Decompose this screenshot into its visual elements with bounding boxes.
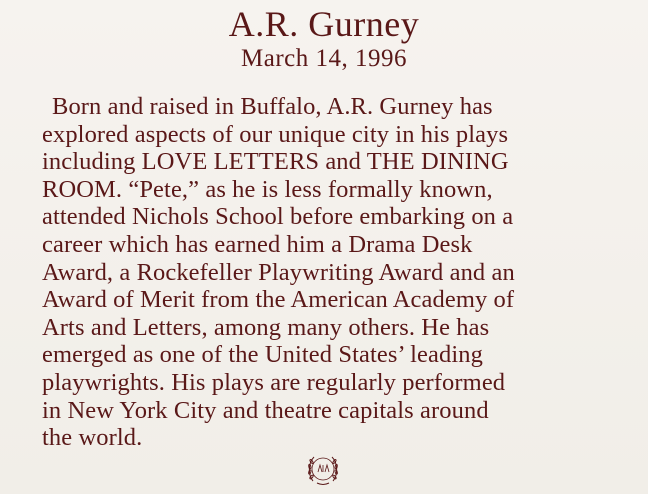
body-line: Born and raised in Buffalo, A.R. Gurney has <box>52 93 493 120</box>
body-line: emerged as one of the United States’ leading <box>42 341 483 369</box>
body-line: in New York City and theatre capitals around <box>42 396 489 424</box>
body-line: career which has earned him a Drama Desk <box>42 230 473 258</box>
body-line: attended Nichols School before embarking on a <box>42 203 514 231</box>
body-line: Award, a Rockefeller Playwriting Award and an <box>42 258 515 286</box>
plaque-body <box>40 93 640 452</box>
body-line: playwrights. His plays are regularly performed <box>42 368 506 396</box>
body-line: ROOM. “Pete,” as he is less formally known, <box>42 175 493 203</box>
body-line: Arts and Letters, among many others. He has <box>42 313 490 341</box>
body-line: the world. <box>42 424 143 452</box>
body-line: including LOVE LETTERS and THE DINING <box>42 148 509 176</box>
body-line: explored aspects of our unique city in his plays <box>42 120 509 148</box>
plaque-date: March 14, 1996 <box>241 45 407 72</box>
body-line: Award of Merit from the American Academy of <box>42 286 515 314</box>
laurel-seal-icon <box>302 448 344 490</box>
page-title: A.R. Gurney <box>228 4 420 44</box>
